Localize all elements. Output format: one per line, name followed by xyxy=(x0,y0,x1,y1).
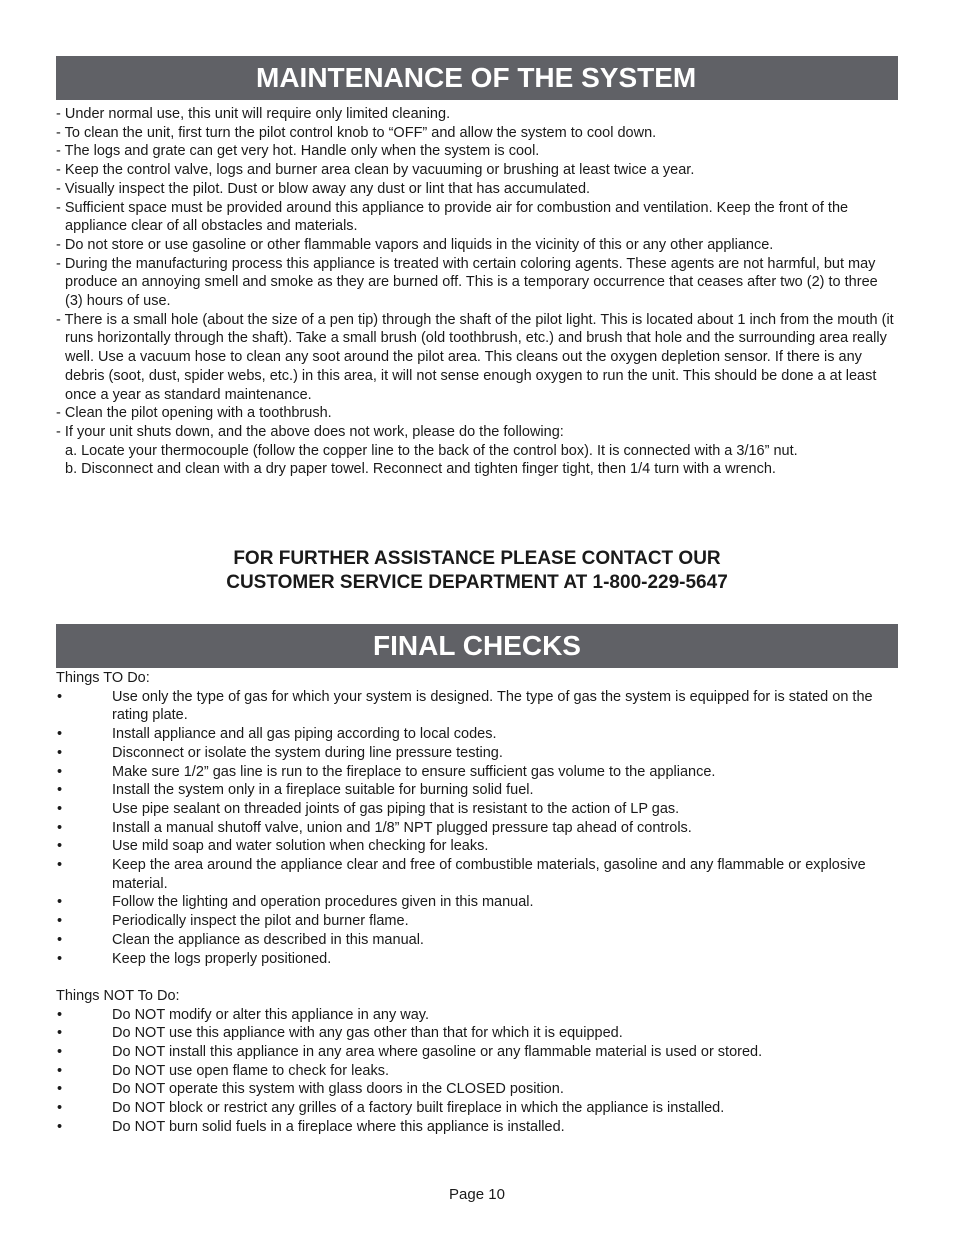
list-item-text: Do NOT install this appliance in any area where gasoline or any flammable material is used or stored. xyxy=(112,1044,763,1061)
maintenance-item: - Keep the control valve, logs and burner area clean by vacuuming or brushing at least twice a year. xyxy=(56,162,695,179)
bullet-icon: • xyxy=(57,763,63,780)
list-item-text: Do NOT modify or alter this appliance in any way. xyxy=(112,1006,429,1023)
final-checks-header xyxy=(56,624,898,668)
list-item xyxy=(56,893,898,912)
list-item-text: Use pipe sealant on threaded joints of gas piping that is resistant to the action of LP gas. xyxy=(112,800,680,817)
list-item xyxy=(56,912,898,931)
bullet-icon: • xyxy=(57,800,63,817)
bullet-icon: • xyxy=(57,857,63,874)
maintenance-header xyxy=(56,56,898,100)
list-item xyxy=(56,950,898,969)
bullet-icon: • xyxy=(57,838,63,855)
maintenance-sub-item: a. Locate your thermocouple (follow the copper line to the back of the control box). It is connected with a 3/16” nut. xyxy=(65,442,798,459)
list-item xyxy=(56,837,898,856)
list-item xyxy=(56,744,898,763)
contact-line: CUSTOMER SERVICE DEPARTMENT AT 1-800-229-5647 xyxy=(226,572,728,593)
list-item xyxy=(56,1062,898,1081)
not-todo-list xyxy=(56,1006,898,1137)
contact-line: FOR FURTHER ASSISTANCE PLEASE CONTACT OUR xyxy=(233,548,721,569)
list-item-text: Make sure 1/2” gas line is run to the fireplace to ensure sufficient gas volume to the appliance. xyxy=(112,763,716,780)
list-item xyxy=(56,781,898,800)
contact-notice xyxy=(56,547,898,595)
todo-heading: Things TO Do: xyxy=(56,670,150,686)
maintenance-item: - The logs and grate can get very hot. Handle only when the system is cool. xyxy=(56,143,540,160)
list-item-text: Clean the appliance as described in this manual. xyxy=(112,931,424,948)
bullet-icon: • xyxy=(57,913,63,930)
list-item xyxy=(56,1024,898,1043)
bullet-icon: • xyxy=(57,1062,63,1079)
maintenance-list xyxy=(56,105,898,479)
maintenance-item: - Under normal use, this unit will require only limited cleaning. xyxy=(56,106,451,122)
maintenance-item: - If your unit shuts down, and the above does not work, please do the following: xyxy=(56,423,564,440)
maintenance-item: - Do not store or use gasoline or other flammable vapors and liquids in the vicinity of this or any other appliance. xyxy=(56,236,774,253)
maintenance-item: - Visually inspect the pilot. Dust or blow away any dust or lint that has accumulated. xyxy=(56,180,591,197)
bullet-icon: • xyxy=(57,931,63,948)
bullet-icon: • xyxy=(57,950,63,967)
list-item-text: Do NOT block or restrict any grilles of a factory built fireplace in which the appliance is installed. xyxy=(112,1100,725,1117)
list-item-text: Install appliance and all gas piping according to local codes. xyxy=(112,726,497,743)
list-item xyxy=(56,800,898,819)
maintenance-sub-item: b. Disconnect and clean with a dry paper towel. Reconnect and tighten finger tight, then 1/4 turn with a wrench. xyxy=(65,461,776,478)
final-checks-title: FINAL CHECKS xyxy=(373,630,581,661)
maintenance-item: - Clean the pilot opening with a toothbrush. xyxy=(56,405,332,422)
bullet-icon: • xyxy=(57,1118,63,1135)
maintenance-item: - During the manufacturing process this appliance is treated with certain coloring agents. These agents are not harmful, but may produce an annoying smell and smoke as they are burned off. This is a temporary occurrence that ceases after two (2) to three (3) hours of use. xyxy=(56,255,878,310)
bullet-icon: • xyxy=(57,1006,63,1023)
list-item xyxy=(56,819,898,838)
todo-list xyxy=(56,688,898,969)
list-item xyxy=(56,931,898,950)
list-item xyxy=(56,725,898,744)
list-item-text: Keep the logs properly positioned. xyxy=(112,950,332,967)
list-item-text: Use only the type of gas for which your system is designed. The type of gas the system is equipped for is stated on the rating plate. xyxy=(112,688,873,724)
bullet-icon: • xyxy=(57,819,63,836)
list-item-text: Follow the lighting and operation procedures given in this manual. xyxy=(112,894,534,911)
bullet-icon: • xyxy=(57,894,63,911)
list-item-text: Install the system only in a fireplace suitable for burning solid fuel. xyxy=(112,782,534,799)
bullet-icon: • xyxy=(57,1025,63,1042)
not-todo-heading: Things NOT To Do: xyxy=(56,987,180,1004)
list-item-text: Install a manual shutoff valve, union and 1/8” NPT plugged pressure tap ahead of controls. xyxy=(112,819,692,836)
bullet-icon: • xyxy=(57,1081,63,1098)
list-item-text: Do NOT operate this system with glass doors in the CLOSED position. xyxy=(112,1081,564,1098)
maintenance-item: - To clean the unit, first turn the pilot control knob to “OFF” and allow the system to cool down. xyxy=(56,124,657,141)
list-item xyxy=(56,1080,898,1099)
page-number: Page 10 xyxy=(449,1186,505,1203)
bullet-icon: • xyxy=(57,782,63,799)
list-item-text: Do NOT burn solid fuels in a fireplace where this appliance is installed. xyxy=(112,1118,565,1135)
list-item-text: Periodically inspect the pilot and burner flame. xyxy=(112,913,409,930)
maintenance-item: - There is a small hole (about the size of a pen tip) through the shaft of the pilot light. This is located about 1 inch from the mouth (it runs horizontally through the shaft). Take a small brush (old toothbrush, etc.) and brush that hole and the surrounding area really well. Use a vacuum hose to clean any soot around the pilot area. This cleans out the oxygen depletion sensor. If there is any debris (soot, dust, spider webs, etc.) in this area, it will not sense enough oxygen to run the unit. This should be done a at least once a year as standard maintenance. xyxy=(56,311,894,403)
bullet-icon: • xyxy=(57,688,63,705)
list-item xyxy=(56,856,898,893)
list-item-text: Do NOT use this appliance with any gas other than that for which it is equipped. xyxy=(112,1025,623,1042)
section-gap xyxy=(56,968,898,987)
final-checks-body xyxy=(56,669,898,1137)
bullet-icon: • xyxy=(57,726,63,743)
list-item xyxy=(56,1043,898,1062)
list-item xyxy=(56,688,898,725)
list-item-text: Do NOT use open flame to check for leaks. xyxy=(112,1062,389,1079)
list-item-text: Disconnect or isolate the system during line pressure testing. xyxy=(112,744,503,761)
bullet-icon: • xyxy=(57,1100,63,1117)
list-item xyxy=(56,763,898,782)
maintenance-item: - Sufficient space must be provided around this appliance to provide air for combustion and ventilation. Keep the front of the appliance clear of all obstacles and materials. xyxy=(56,199,849,235)
bullet-icon: • xyxy=(57,1044,63,1061)
list-item xyxy=(56,1099,898,1118)
list-item xyxy=(56,1006,898,1025)
list-item-text: Use mild soap and water solution when checking for leaks. xyxy=(112,838,489,855)
list-item-text: Keep the area around the appliance clear and free of combustible materials, gasoline and any flammable or explosive material. xyxy=(112,857,866,892)
maintenance-title: MAINTENANCE OF THE SYSTEM xyxy=(256,62,697,93)
bullet-icon: • xyxy=(57,744,63,761)
list-item xyxy=(56,1118,898,1137)
